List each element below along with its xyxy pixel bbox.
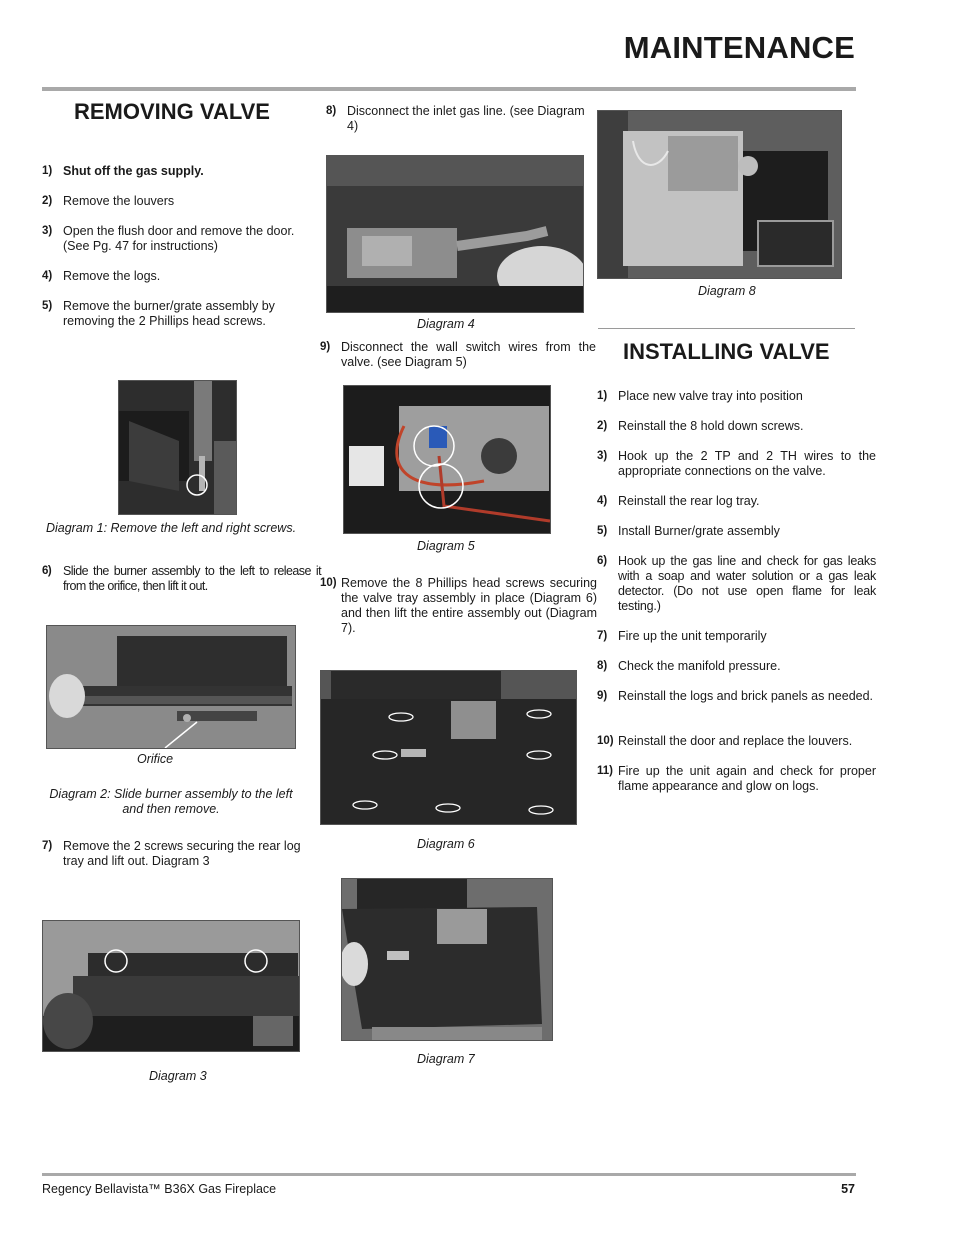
installing-step-9: [597, 689, 876, 704]
step-text: Reinstall the door and replace the louvers.: [618, 734, 853, 748]
step-number: 10): [320, 577, 337, 589]
diagram-8-caption: Diagram 8: [698, 284, 756, 298]
diagram-3-photo: [42, 920, 300, 1052]
step-text: Remove the logs.: [63, 269, 161, 283]
step-text: Install Burner/grate assembly: [618, 524, 780, 538]
diagram-2-illustration: [47, 626, 295, 748]
step-text: Open the flush door and remove the door. (See Pg. 47 for instructions): [63, 224, 295, 253]
step-number: 8): [597, 660, 608, 672]
installing-step-1: [597, 389, 876, 404]
step-number: 3): [42, 225, 53, 237]
top-rule: [42, 87, 856, 91]
diagram-6-illustration: [321, 671, 576, 824]
diagram-6-caption: Diagram 6: [417, 837, 475, 851]
installing-step-8: [597, 659, 876, 674]
installing-step-10: [597, 734, 876, 749]
step-text: Remove the 8 Phillips head screws securing the valve tray assembly in place (Diagram 6) and then lift the entire assembly out (Diagram 7).: [341, 576, 597, 635]
diagram-7-illustration: [342, 879, 552, 1040]
diagram-3-illustration: [43, 921, 299, 1051]
diagram-2-caption: Diagram 2: Slide burner assembly to the left and then remove.: [49, 787, 293, 816]
installing-valve-heading: INSTALLING VALVE: [623, 339, 830, 364]
bottom-rule: [42, 1173, 856, 1176]
diagram-4-photo: [326, 155, 584, 313]
removing-step-7: [42, 839, 321, 869]
step-number: 4): [597, 495, 608, 507]
removing-step-1: [42, 164, 321, 179]
installing-step-6: [597, 554, 876, 614]
step-number: 5): [597, 525, 608, 537]
section-divider: [598, 328, 855, 329]
installing-step-2: [597, 419, 876, 434]
step-text: Shut off the gas supply.: [63, 164, 204, 178]
step-number: 9): [597, 690, 608, 702]
step-number: 6): [597, 555, 607, 567]
step-number: 9): [320, 341, 331, 353]
diagram-8-photo: [597, 110, 842, 279]
diagram-2-photo: [46, 625, 296, 749]
step-text: Remove the burner/grate assembly by removing the 2 Phillips head screws.: [63, 299, 275, 328]
step-text: Slide the burner assembly to the left to release it from the orifice, then lift it out.: [63, 564, 321, 593]
step-number: 7): [597, 630, 608, 642]
diagram-4-caption: Diagram 4: [417, 317, 475, 331]
step-text: Check the manifold pressure.: [618, 659, 781, 673]
step-text: Hook up the gas line and check for gas leaks with a soap and water solution or a gas leak detector. (Do not use open flame for leak testing.): [618, 554, 876, 613]
step-number: 3): [597, 450, 608, 462]
installing-step-5: [597, 524, 876, 539]
step-number: 10): [597, 735, 614, 747]
step-text: Fire up the unit again and check for proper flame appearance and glow on logs.: [618, 764, 876, 793]
diagram-8-illustration: [598, 111, 841, 278]
step-text: Reinstall the rear log tray.: [618, 494, 760, 508]
step-text: Reinstall the logs and brick panels as needed.: [618, 689, 874, 703]
removing-step-8: [326, 104, 597, 134]
removing-step-6: [42, 564, 321, 594]
step-number: 8): [326, 105, 337, 117]
step-text: Hook up the 2 TP and 2 TH wires to the appropriate connections on the valve.: [618, 449, 876, 478]
step-text: Remove the 2 screws securing the rear log tray and lift out. Diagram 3: [63, 839, 301, 868]
step-number: 5): [42, 300, 53, 312]
diagram-3-caption: Diagram 3: [149, 1069, 207, 1083]
installing-step-7: [597, 629, 876, 644]
footer-product-name: Regency Bellavista™ B36X Gas Fireplace: [42, 1182, 277, 1196]
diagram-4-illustration: [327, 156, 583, 312]
step-number: 2): [597, 420, 608, 432]
diagram-1-illustration: [119, 381, 236, 514]
diagram-6-photo: [320, 670, 577, 825]
step-number: 1): [597, 390, 608, 402]
removing-step-9: [320, 340, 596, 370]
step-text: Reinstall the 8 hold down screws.: [618, 419, 804, 433]
step-number: 6): [42, 565, 52, 577]
step-text: Remove the louvers: [63, 194, 175, 208]
step-number: 1): [42, 165, 53, 177]
removing-step-4: [42, 269, 321, 284]
step-number: 11): [597, 765, 613, 777]
step-text: Place new valve tray into position: [618, 389, 803, 403]
removing-step-5: [42, 299, 289, 329]
removing-step-2: [42, 194, 321, 209]
step-text: Fire up the unit temporarily: [618, 629, 767, 643]
installing-step-11: [597, 764, 876, 794]
step-number: 7): [42, 840, 53, 852]
diagram-1-photo: [118, 380, 237, 515]
step-text: Disconnect the wall switch wires from the valve. (see Diagram 5): [341, 340, 596, 369]
step-number: 2): [42, 195, 53, 207]
step-text: Disconnect the inlet gas line. (see Diagram 4): [347, 104, 585, 133]
page-title: MAINTENANCE: [623, 30, 855, 65]
diagram-7-photo: [341, 878, 553, 1041]
removing-step-3: [42, 224, 299, 254]
diagram-5-illustration: [344, 386, 550, 533]
diagram-5-photo: [343, 385, 551, 534]
orifice-label: Orifice: [137, 752, 174, 766]
diagram-5-caption: Diagram 5: [417, 539, 475, 553]
installing-step-3: [597, 449, 876, 479]
removing-valve-heading: REMOVING VALVE: [74, 99, 270, 124]
installing-step-4: [597, 494, 876, 509]
diagram-1-caption: Diagram 1: Remove the left and right screws.: [45, 521, 297, 535]
step-number: 4): [42, 270, 53, 282]
page-number: 57: [841, 1182, 855, 1196]
removing-step-10: [320, 576, 597, 636]
diagram-7-caption: Diagram 7: [417, 1052, 475, 1066]
